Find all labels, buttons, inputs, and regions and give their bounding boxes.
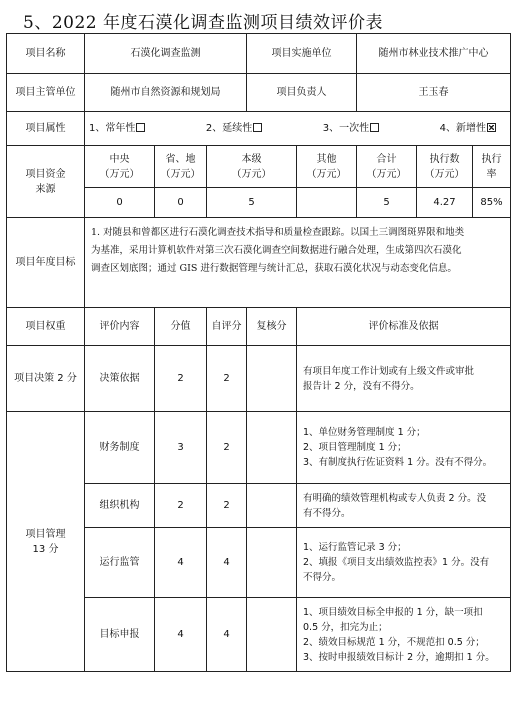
goal-text [85, 218, 511, 308]
self-score-cell: 4 [207, 598, 247, 672]
review-score-cell [247, 528, 297, 598]
criteria-cell [297, 484, 511, 528]
attribute-option [323, 121, 379, 136]
funds-value-cell: 5 [207, 188, 297, 218]
review-score-cell [247, 598, 297, 672]
criteria-cell [297, 528, 511, 598]
funds-value-cell [297, 188, 357, 218]
criteria-line: 报告计 2 分，没有不得分。 [303, 380, 420, 392]
funds-header-cell [207, 146, 297, 188]
goal-line: 为基准，采用计算机软件对第三次石漠化调查空间数据进行融合处理，生成第四次石漠化 [91, 245, 462, 256]
score-cell: 2 [155, 484, 207, 528]
funds-header-line2: （万元） [160, 168, 201, 180]
table-row [7, 346, 511, 412]
funds-label-line2: 来源 [35, 183, 56, 195]
review-score-cell [247, 346, 297, 412]
impl-unit-label: 项目实施单位 [247, 34, 357, 74]
score-cell: 4 [155, 528, 207, 598]
attribute-option [206, 121, 262, 136]
funds-header-line2: （万元） [366, 168, 407, 180]
content-cell: 财务制度 [85, 412, 155, 484]
header-content: 评价内容 [85, 308, 155, 346]
criteria-line: 2、填报《项目支出绩效监控表》1 分。没有 [303, 557, 490, 568]
score-cell: 4 [155, 598, 207, 672]
criteria-line: 1、项目绩效目标全申报的 1 分，缺一项扣 [303, 606, 483, 618]
review-score-cell [247, 484, 297, 528]
weight-line: 项目管理 [25, 528, 66, 540]
criteria-line: 2、绩效目标规范 1 分，不规范扣 0.5 分； [303, 636, 485, 648]
funds-value-cell: 85% [473, 188, 511, 218]
funds-header-cell [297, 146, 357, 188]
manager-value: 王玉春 [357, 74, 511, 112]
funds-label-line1: 项目资金 [25, 168, 66, 180]
self-score-cell: 2 [207, 484, 247, 528]
header-weight: 项目权重 [7, 308, 85, 346]
unchecked-box-icon [136, 123, 145, 132]
criteria-line: 1、单位财务管理制度 1 分； [303, 427, 426, 438]
funds-value-cell: 4.27 [417, 188, 473, 218]
attribute-option-label: 3、一次性 [322, 123, 370, 134]
content-cell: 目标申报 [85, 598, 155, 672]
criteria-line: 有不得分。 [303, 507, 351, 519]
funds-header-line2: （万元） [99, 168, 140, 180]
checked-box-icon [487, 123, 496, 132]
criteria-line: 1、运行监管记录 3 分； [303, 542, 407, 553]
weight-line: 项目决策 2 分 [14, 373, 77, 384]
weight-line: 13 分 [32, 543, 59, 555]
header-score: 分值 [155, 308, 207, 346]
criteria-line: 3、有制度执行佐证资料 1 分。没有不得分。 [303, 457, 493, 468]
goal-label: 项目年度目标 [7, 218, 85, 308]
criteria-line: 0.5 分，扣完为止； [303, 621, 388, 633]
content-cell: 决策依据 [85, 346, 155, 412]
self-score-cell: 4 [207, 528, 247, 598]
funds-header-line2: 率 [486, 168, 497, 180]
attribute-options [85, 112, 511, 146]
table-row [7, 412, 511, 484]
header-self: 自评分 [207, 308, 247, 346]
funds-header-line1: 执行 [481, 153, 502, 165]
funds-header-line1: 本级 [241, 153, 262, 165]
authority-label: 项目主管单位 [7, 74, 85, 112]
funds-header-cell [417, 146, 473, 188]
project-name-label: 项目名称 [7, 34, 85, 74]
manager-label: 项目负责人 [247, 74, 357, 112]
criteria-cell [297, 598, 511, 672]
self-score-cell: 2 [207, 412, 247, 484]
page-title: 5、2022 年度石漠化调查监测项目绩效评价表 [23, 13, 383, 33]
unchecked-box-icon [253, 123, 262, 132]
funds-header-line2: （万元） [231, 168, 272, 180]
weight-cell [7, 346, 85, 412]
funds-header-cell [85, 146, 155, 188]
self-score-cell: 2 [207, 346, 247, 412]
funds-header-line2: （万元） [306, 168, 347, 180]
goal-line: 1. 对随县和曾都区进行石漠化调查技术指导和质量检查跟踪。以国土三调图斑界限和地类 [91, 227, 465, 238]
content-cell: 运行监管 [85, 528, 155, 598]
evaluation-table [6, 33, 511, 672]
attribute-option-label: 4、新增性 [439, 123, 486, 134]
weight-cell [7, 412, 85, 672]
criteria-line: 3、按时申报绩效目标计 2 分，逾期扣 1 分。 [303, 651, 495, 663]
funds-header-line1: 合计 [376, 153, 397, 165]
criteria-line: 2、项目管理制度 1 分； [303, 442, 407, 453]
authority-value: 随州市自然资源和规划局 [85, 74, 247, 112]
impl-unit-value: 随州市林业技术推广中心 [357, 34, 511, 74]
funds-header-line1: 中央 [109, 153, 130, 165]
criteria-line: 不得分。 [303, 572, 342, 583]
goal-line: 调查区划底图；通过 GIS 进行数据管理与统计汇总，获取石漠化状况与动态变化信息。 [91, 263, 457, 274]
criteria-line: 有项目年度工作计划或有上级文件或审批 [303, 365, 475, 377]
attribute-option-label: 1、常年性 [89, 123, 136, 134]
score-cell: 2 [155, 346, 207, 412]
funds-value-cell: 0 [85, 188, 155, 218]
funds-header-cell [473, 146, 511, 188]
funds-header-line1: 其他 [316, 153, 337, 165]
review-score-cell [247, 412, 297, 484]
criteria-line: 有明确的绩效管理机构或专人负责 2 分。没 [303, 492, 487, 504]
header-criteria: 评价标准及依据 [297, 308, 511, 346]
unchecked-box-icon [370, 123, 379, 132]
funds-header-line2: （万元） [424, 168, 465, 180]
attribute-option-label: 2、延续性 [205, 123, 253, 134]
attribute-option [440, 121, 496, 136]
funds-header-line1: 执行数 [429, 153, 460, 165]
criteria-cell [297, 346, 511, 412]
funds-source-label [7, 146, 85, 218]
project-name-value: 石漠化调查监测 [85, 34, 247, 74]
attribute-label: 项目属性 [7, 112, 85, 146]
score-cell: 3 [155, 412, 207, 484]
content-cell: 组织机构 [85, 484, 155, 528]
header-review: 复核分 [247, 308, 297, 346]
funds-header-line1: 省、地 [165, 153, 196, 165]
funds-value-cell: 0 [155, 188, 207, 218]
attribute-option [89, 121, 145, 136]
funds-header-cell [155, 146, 207, 188]
funds-value-cell: 5 [357, 188, 417, 218]
funds-header-cell [357, 146, 417, 188]
criteria-cell [297, 412, 511, 484]
